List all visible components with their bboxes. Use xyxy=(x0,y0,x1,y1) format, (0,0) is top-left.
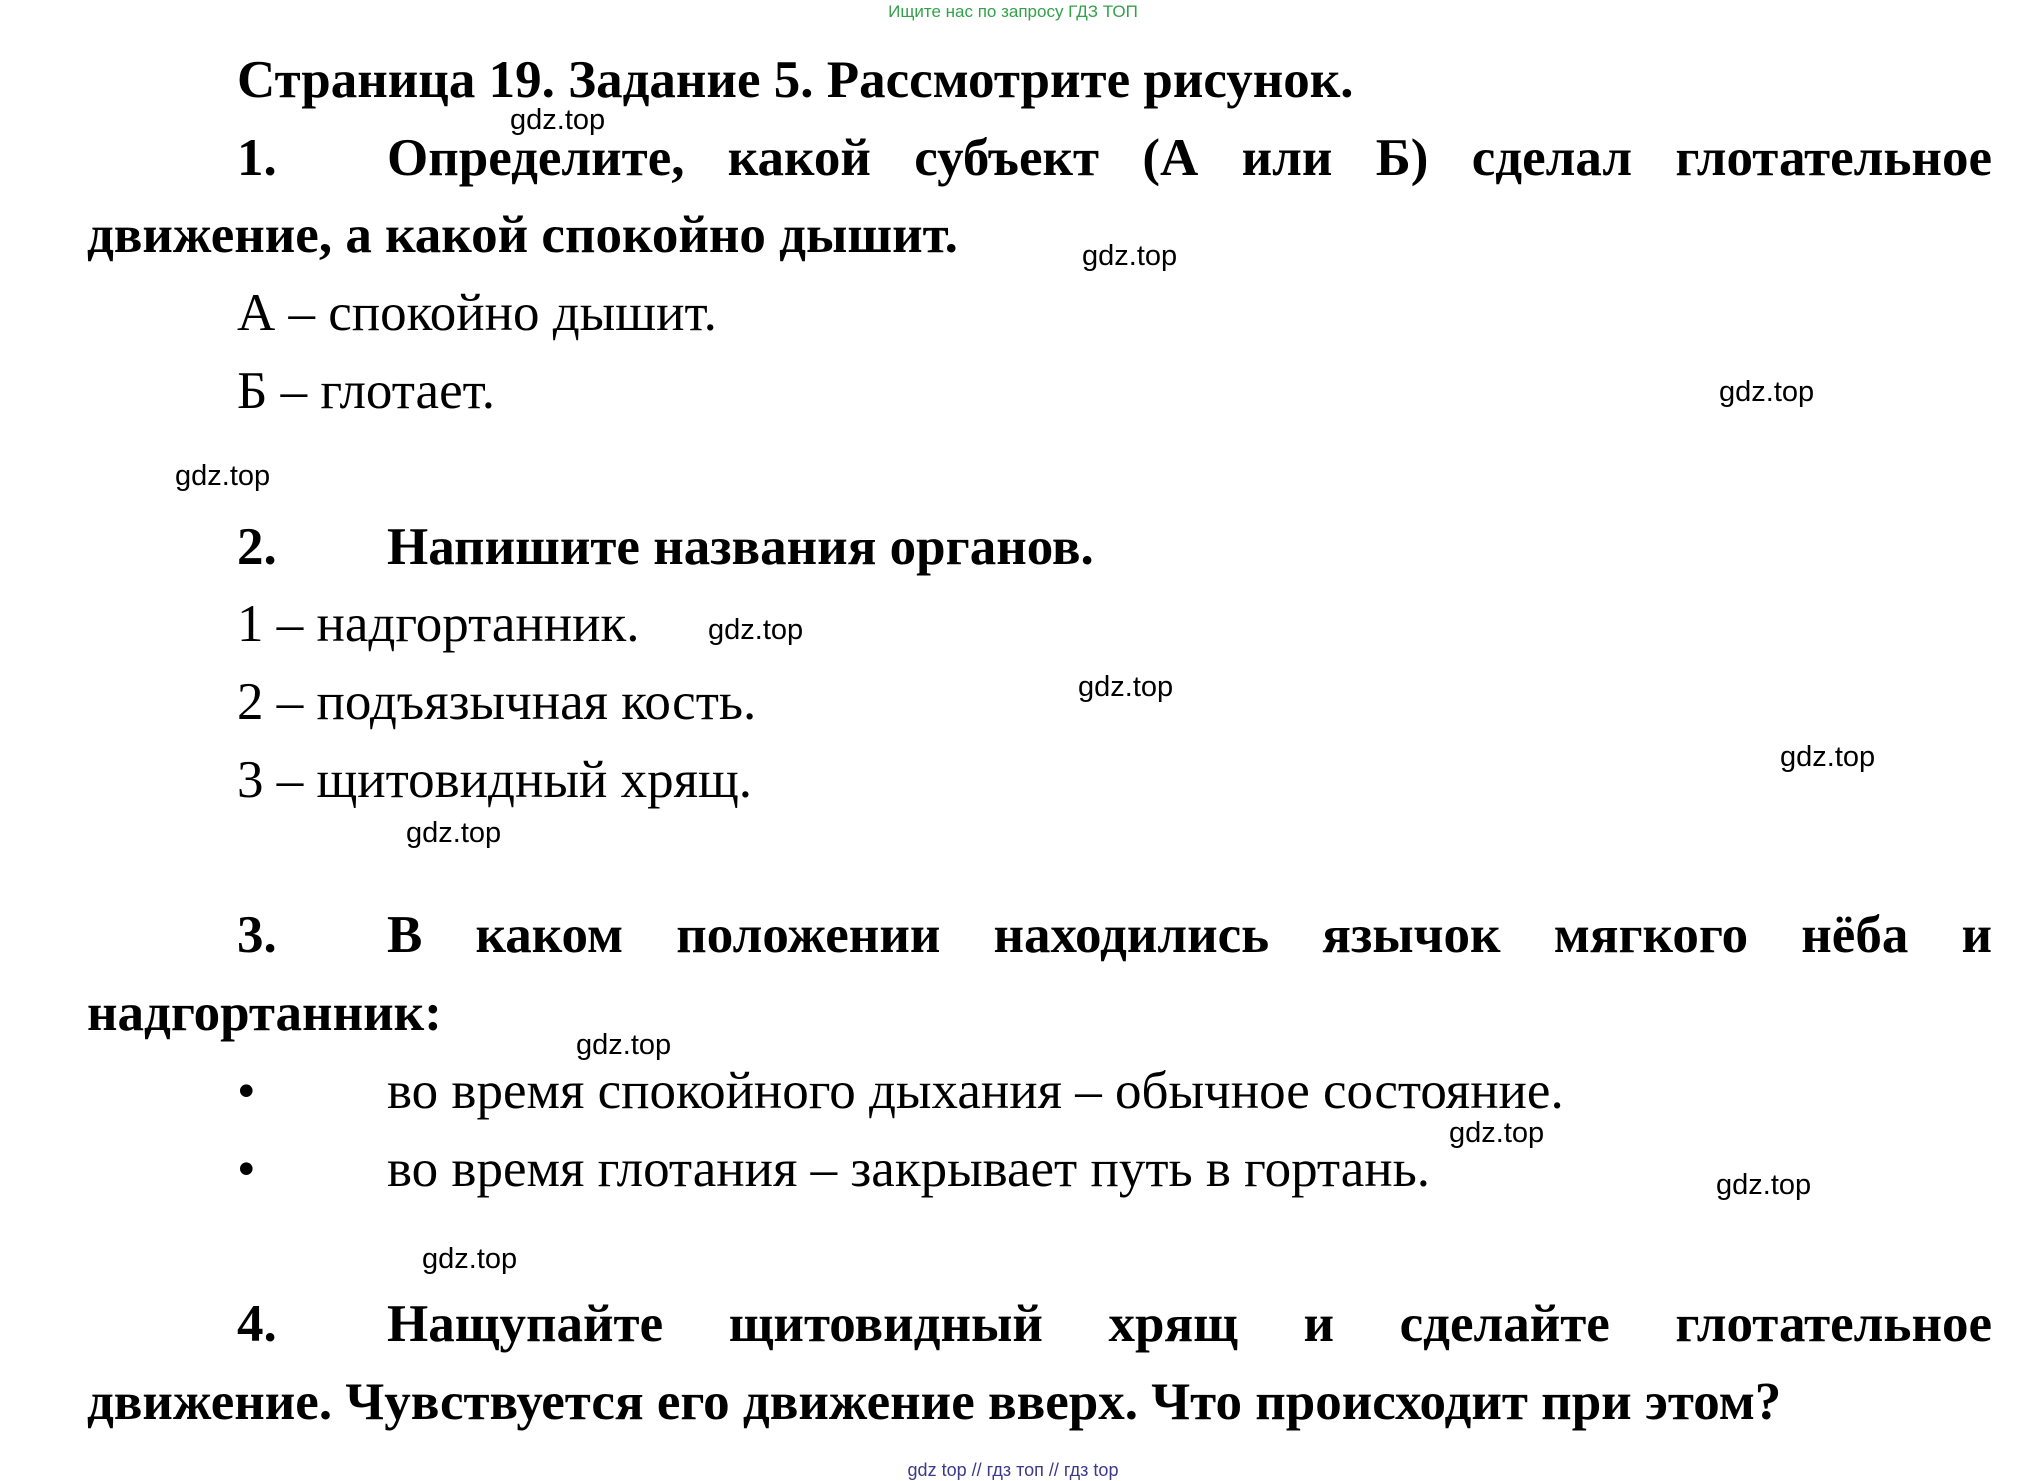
task3-bullet-2 xyxy=(237,1139,1430,1199)
watermark: gdz.top xyxy=(1078,671,1174,703)
task3-bullet-1 xyxy=(237,1061,1564,1121)
task4-number: 4. xyxy=(237,1295,277,1353)
task3-question-line1 xyxy=(237,905,1992,965)
page-title: Страница 19. Задание 5. Рассмотрите рисунок. xyxy=(237,51,1354,109)
watermark: gdz.top xyxy=(1082,240,1178,272)
task2-answer-1: 1 – надгортанник. xyxy=(237,595,640,653)
task4-line1-text: Нащупайте щитовидный хрящ и сделайте глотательное xyxy=(387,1295,1992,1353)
task1-question-line2: движение, а какой спокойно дышит. xyxy=(87,206,958,264)
task3-bullet-1-text: во время спокойного дыхания – обычное состояние. xyxy=(387,1062,1564,1120)
task2-number: 2. xyxy=(237,518,277,576)
task3-bullet-2-text: во время глотания – закрывает путь в гортань. xyxy=(387,1140,1431,1198)
watermark: gdz.top xyxy=(406,817,502,849)
task4-question-line1 xyxy=(237,1294,1992,1354)
task1-number: 1. xyxy=(237,129,277,187)
watermark: gdz.top xyxy=(422,1243,518,1275)
watermark: gdz.top xyxy=(1719,376,1815,408)
footer-links: gdz top // гдз топ // гдз top xyxy=(907,1460,1119,1480)
task4-question-line2: движение. Чувствуется его движение вверх. Что происходит при этом? xyxy=(87,1373,1782,1431)
watermark: gdz.top xyxy=(510,104,606,136)
task3-number: 3. xyxy=(237,906,277,964)
top-banner: Ищите нас по запросу ГДЗ ТОП xyxy=(888,2,1138,21)
task3-line1-text: В каком положении находились язычок мягкого нёба и xyxy=(387,906,1992,964)
task1-line1-text: Определите, какой субъект (А или Б) сделал глотательное xyxy=(387,129,1992,187)
task1-answer-a: А – спокойно дышит. xyxy=(237,284,717,342)
task3-question-line2: надгортанник: xyxy=(87,984,442,1042)
bullet-icon: • xyxy=(237,1062,256,1120)
watermark: gdz.top xyxy=(175,460,271,492)
bullet-icon: • xyxy=(237,1140,256,1198)
watermark: gdz.top xyxy=(576,1029,672,1061)
task2-answer-2: 2 – подъязычная кость. xyxy=(237,673,757,731)
watermark: gdz.top xyxy=(708,614,804,646)
task1-question-line1 xyxy=(237,128,1992,188)
watermark: gdz.top xyxy=(1716,1169,1812,1201)
watermark: gdz.top xyxy=(1449,1117,1545,1149)
task2-question xyxy=(237,517,1094,577)
task2-answer-3: 3 – щитовидный хрящ. xyxy=(237,751,753,809)
task2-question-text: Напишите названия органов. xyxy=(387,518,1094,576)
watermark: gdz.top xyxy=(1780,741,1876,773)
task1-answer-b: Б – глотает. xyxy=(237,362,496,420)
